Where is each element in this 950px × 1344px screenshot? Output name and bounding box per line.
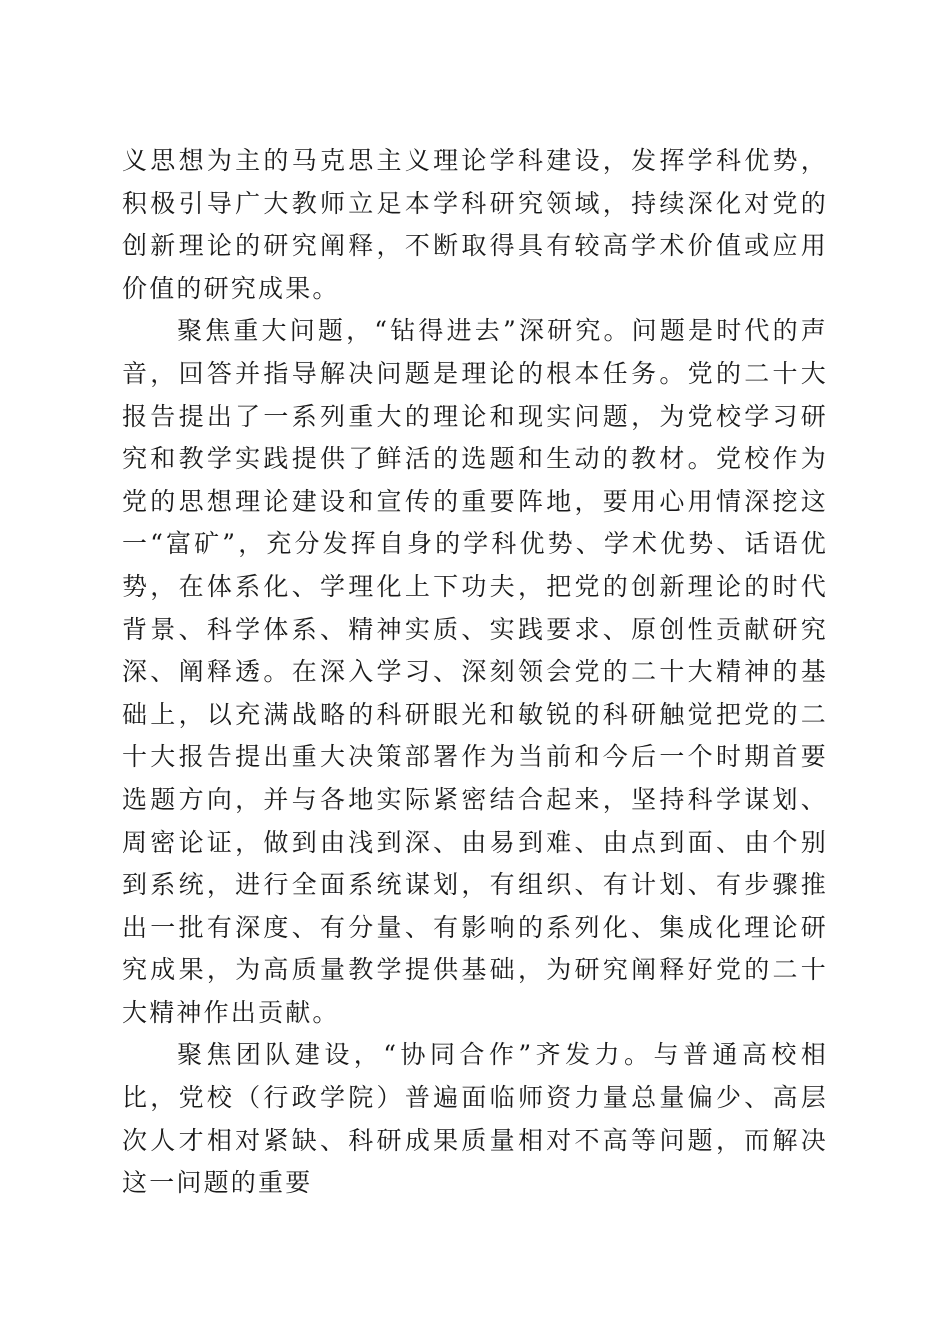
document-body [122, 140, 828, 1205]
paragraph-major-issues: 聚焦重大问题，“钻得进去”深研究。问题是时代的声音，回答并指导解决问题是理论的根本任务。党的二十大报告提出了一系列重大的理论和现实问题，为党校学习研究和教学实践提供了鲜活的选题和生动的教材。党校作为党的思想理论建设和宣传的重要阵地，要用心用情深挖这一“富矿”，充分发挥自身的学科优势、学术优势、话语优势，在体系化、学理化上下功夫，把党的创新理论的时代背景、科学体系、精神实质、实践要求、原创性贡献研究深、阐释透。在深入学习、深刻领会党的二十大精神的基础上，以充满战略的科研眼光和敏锐的科研触觉把党的二十大报告提出重大决策部署作为当前和今后一个时期首要选题方向，并与各地实际紧密结合起来，坚持科学谋划、周密论证，做到由浅到深、由易到难、由点到面、由个别到系统，进行全面系统谋划，有组织、有计划、有步骤推出一批有深度、有分量、有影响的系列化、集成化理论研究成果，为高质量教学提供基础，为研究阐释好党的二十大精神作出贡献。 [122, 316, 828, 1027]
paragraph-continuation: 义思想为主的马克思主义理论学科建设，发挥学科优势，积极引导广大教师立足本学科研究领域，持续深化对党的创新理论的研究阐释，不断取得具有较高学术价值或应用价值的研究成果。 [122, 146, 828, 303]
paragraph-team-building: 聚焦团队建设，“协同合作”齐发力。与普通高校相比，党校（行政学院）普遍面临师资力量总量偏少、高层次人才相对紧缺、科研成果质量相对不高等问题，而解决这一问题的重要 [122, 1040, 828, 1198]
